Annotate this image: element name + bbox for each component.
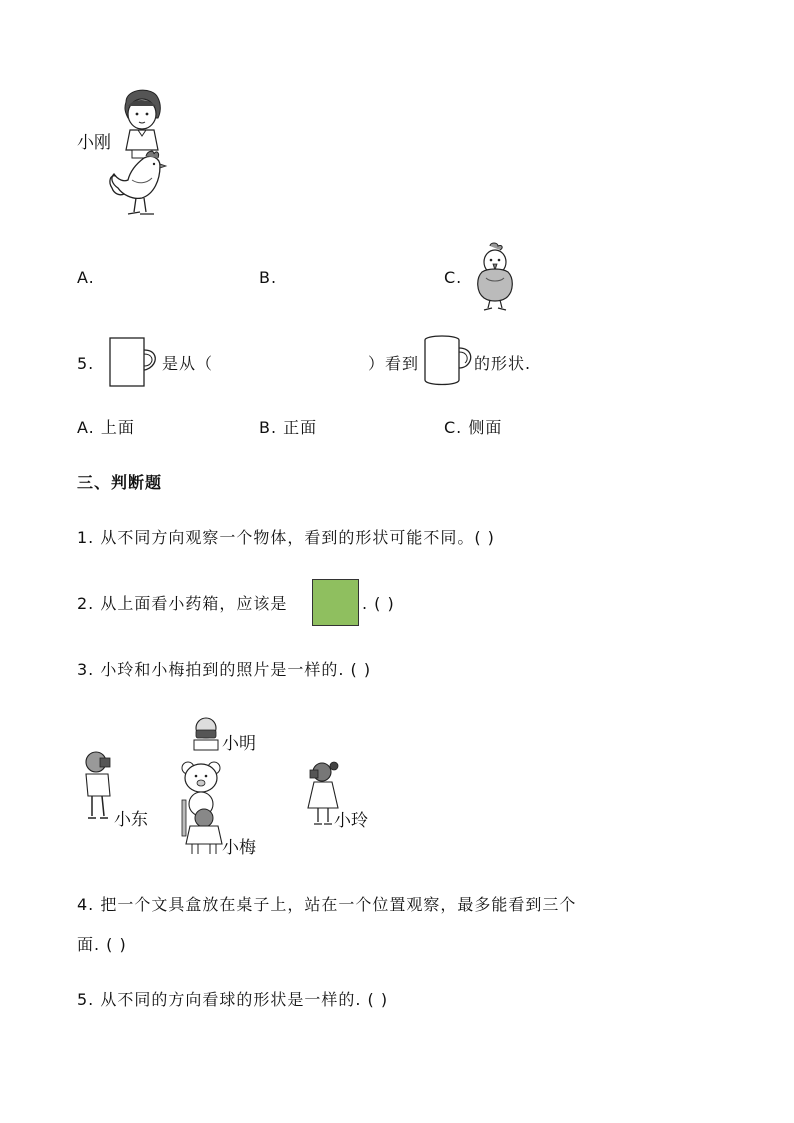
label-xiaoming: 小明 <box>222 734 256 754</box>
section-title-judgment: 三、判断题 <box>77 473 163 492</box>
mug-side-view-icon <box>108 336 158 388</box>
tf-question-2-before: 2. 从上面看小药箱，应该是 <box>77 594 288 613</box>
tf-question-1: 1. 从不同方向观察一个物体，看到的形状可能不同。( ) <box>77 528 495 547</box>
tf-question-2-after: . ( ) <box>362 594 395 613</box>
q5-text-before: 是从（ <box>162 354 214 373</box>
tf-question-4-line2: 面. ( ) <box>77 935 127 954</box>
tf-question-4-line1: 4. 把一个文具盒放在桌子上，站在一个位置观察，最多能看到三个 <box>77 895 577 914</box>
mug-front-view-icon <box>422 334 474 388</box>
q5-option-a: A. 上面 <box>77 418 135 437</box>
q5-number: 5. <box>77 354 95 373</box>
boy-and-rooster-illustration <box>108 84 178 224</box>
medicine-box-top-view <box>312 579 359 626</box>
tf-question-3: 3. 小玲和小梅拍到的照片是一样的. ( ) <box>77 660 372 679</box>
label-xiaomei: 小梅 <box>222 838 256 858</box>
q5-text-mid: ）看到 <box>368 354 420 373</box>
tf-question-5: 5. 从不同的方向看球的形状是一样的. ( ) <box>77 990 389 1009</box>
q5-text-after: 的形状. <box>474 354 532 373</box>
q5-option-c: C. 侧面 <box>444 418 503 437</box>
q5-option-b: B. 正面 <box>259 418 318 437</box>
label-xiaoling: 小玲 <box>334 811 368 831</box>
person-label-xiaogang: 小刚 <box>77 133 111 153</box>
q4-option-a: A. <box>77 268 95 287</box>
q4-option-b: B. <box>259 268 278 287</box>
label-xiaodong: 小东 <box>114 810 148 830</box>
q4-option-c: C. <box>444 268 463 287</box>
rooster-front-view-icon <box>472 242 518 312</box>
